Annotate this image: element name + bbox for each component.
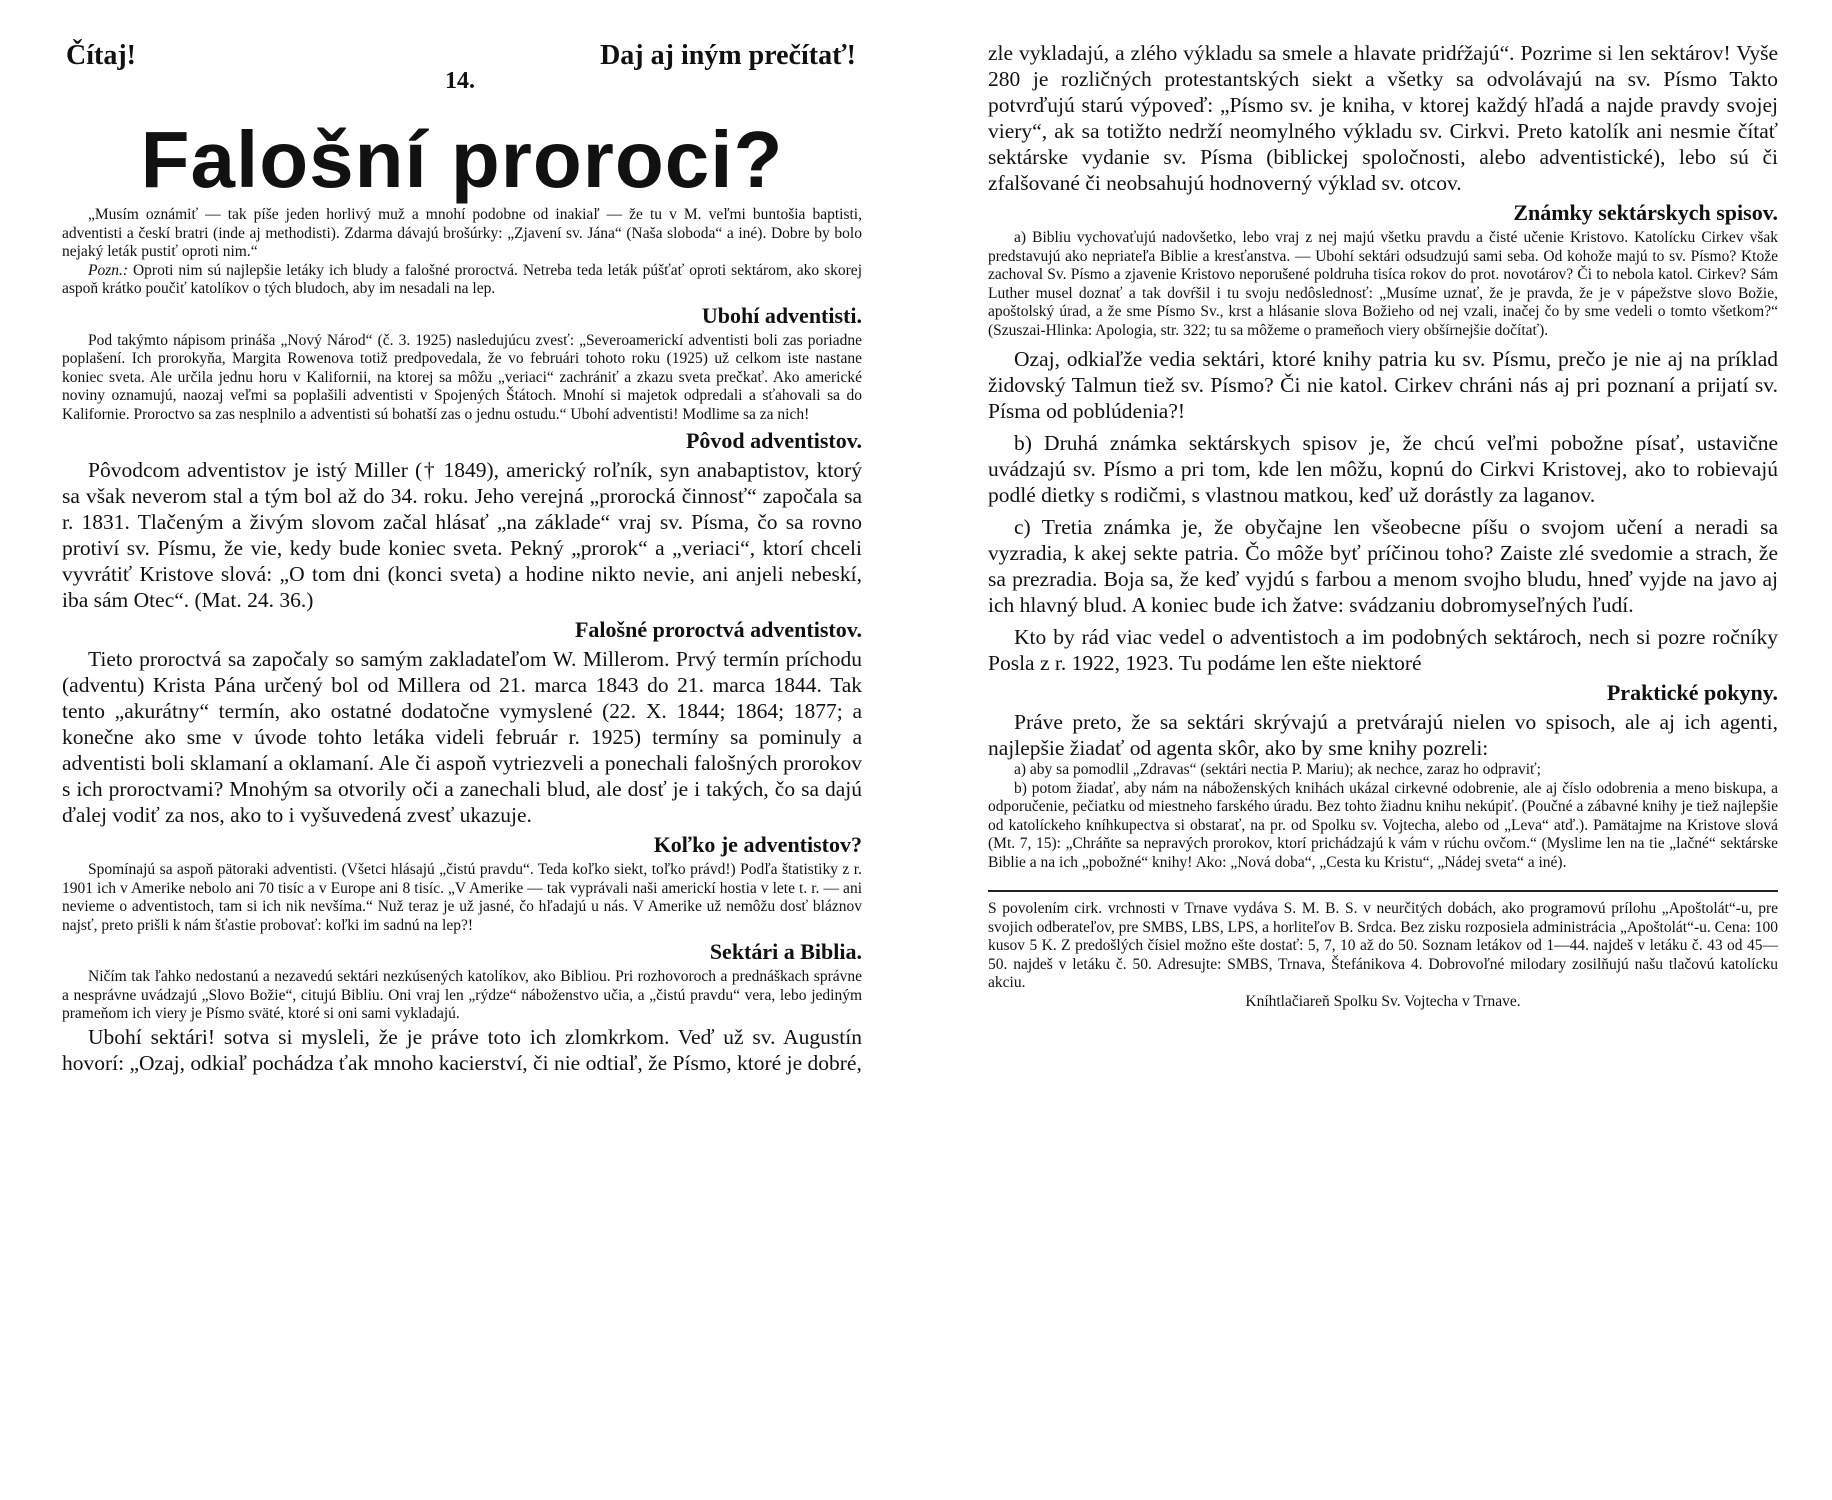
header-right-text: Daj aj iným prečítať! (600, 40, 856, 71)
prakticke-paragraph: Práve preto, že sa sektári skrývajú a pretvárajú nielen vo spisoch, ale aj ich agenti, najlepšie žiadať od agenta skôr, ako by sme knihy pozreli: (988, 710, 1778, 760)
imprint-footer (988, 890, 1778, 1011)
sektari-paragraph: Ničím tak ľahko nedostanú a nezavedú sektári nezkúsených katolíkov, ako Bibliou. Pri rozhovoroch a prednáškach správne a nesprávne uvádzajú „Slovo Božie“, citujú Bibliu. Oni vraj len „rýdze“ náboženstvo učia, a „čistú pravdu“ vera, lebo jediným prameňom ich viery je Písmo sväté, ktoré si oni sami vykladajú. (62, 968, 862, 1022)
page-title: Falošní proroci? (140, 115, 784, 204)
kto-paragraph: Kto by rád viac vedel o adventistoch a im podobných sektároch, nech si pozre ročníky Posla z r. 1922, 1923. Tu podáme len ešte niektoré (988, 625, 1778, 675)
kolko-paragraph: Spomínajú sa aspoň pätoraki adventisti. (Všetci hlásajú „čistú pravdu“. Teda koľko siekt, toľko právd!) Podľa štatistiky z r. 1901 ich v Amerike nebolo ani 70 tisíc a v Europe ani 8 tisíc. „V Amerike — tak vyprávali naši americkí hostia v lete t. r. — ani nevieme o adventistoch, tam si ich nik nevšíma.“ Nuž teraz je už jasné, čo hľadajú u nás. V Amerike už nemôžu dosť bláznov najsť, preto prišli k nám šťastie probovať: koľki im sadnú na lep?! (62, 861, 862, 934)
note-label: Pozn.: (88, 261, 129, 279)
header-left-text: Čítaj! (66, 40, 136, 71)
povod-paragraph: Pôvodcom adventistov je istý Miller († 1849), americký roľník, syn anabaptistov, ktorý sa však neverom stal a tým bol až do 34. roku. Jeho verejná „prorocká činnosť“ započala sa r. 1831. Tlačeným a živým slovom začal hlásať „na základe“ vraj sv. Písma, čo sa rovno protiví sv. Písmu, že vie, kedy bude koniec sveta. Pekný „prorok“ a „veriaci“, ktorí chceli vyvrátiť Kristove slová: „O tom dni (konci sveta) a hodine nikto nevie, ani anjeli nebeskí, iba sám Otec“. (Mat. 24. 36.) (62, 458, 862, 612)
note-text: Oproti nim sú najlepšie letáky ich bludy a falošné proroctvá. Netreba teda leták púšťať oproti sektárom, ako skorej aspoň krátko poučiť katolíkov o tých bludoch, aby im nesadali na lep. (62, 261, 862, 297)
issue-number: 14. (445, 68, 475, 94)
heading-povod-adventistov: Pôvod adventistov. (685, 428, 862, 453)
printer-line: Kníhtlačiareň Spolku Sv. Vojtecha v Trnave. (1245, 992, 1521, 1010)
heading-znamky: Známky sektárskych spisov. (1513, 200, 1778, 225)
pokyn-a-paragraph: a) aby sa pomodlil „Zdravas“ (sektári nectia P. Mariu); ak nechce, zaraz ho odpraviť; (1014, 761, 1541, 778)
heading-falosne-proroctva: Falošné proroctvá adventistov. (574, 617, 862, 642)
left-column (62, 40, 862, 1076)
continuation-paragraph: zle vykladajú, a zlého výkladu sa smele a hlavate pridŕžajú“. Pozrime si len sektárov! Vyše 280 je rozličných protestantských siekt a všetky sa odvolávajú na sv. Písmo Takto potvrďujú starú výpoveď: „Písmo sv. je kniha, v ktorej každý hľadá a najde pravdy svojej viery“, ak sa totižto nedrží neomylného výkladu sv. Cirkvi. Preto katolík ani nesmie čítať sektárske vydanie sv. Písma (biblickej spoločnosti, alebo adventistické), lebo sú či zfalšované či neobsahujú hodnoverný výklad sv. otcov. (988, 41, 1778, 195)
pokyn-b-paragraph: b) potom žiadať, aby nám na náboženských knihách ukázal cirkevné odobrenie, ale aj číslo odobrenia a meno biskupa, a odporučenie, pečiatku od miestneho farského úradu. Bez tohto žiadnu knihu nekúpiť. (Poučné a zábavné knihy je tiež najlepšie od katolíckeho kníhkupectva si obstarať, na pr. od Spolku sv. Vojtecha, alebo od „Leva“ atď.). Pamätajme na Kristove slová (Mt. 7, 15): „Chráňte sa nepravých prorokov, ktorí prichádzajú k vám v rúchu ovčom.“ (Myslime len na tie „lačné“ sektárske Biblie a na ich „pobožné“ knihy! Ako: „Nová doba“, „Cesta ku Kristu“, „Nádej sveta“ a iné). (988, 779, 1778, 871)
ubohi-paragraph: Pod takýmto nápisom prináša „Nový Národ“ (č. 3. 1925) nasledujúcu zvesť: „Severoamerickí adventisti boli zas poriadne poplašení. Ich prorokyňa, Margita Rowenova totiž predpovedala, že vo februári tohoto roku (1925) už celkom iste nastane koniec sveta. Ale určila jednu horu v Kalifornii, na ktorej sa môžu „veriaci“ zachrániť a zkazu sveta prečkať. Ako americké noviny oznamujú, naozaj veľmi sa poplašili adventisti v Spojených Štátoch. Mnohí si majetok odpredali a sťahovali sa do Kalifornie. Proroctvo sa zas nesplnilo a adventisti sú bohatší zas o jednu ostudu.“ Ubohí adventisti! Modlime sa za nich! (62, 331, 862, 423)
heading-sektari-a-biblia: Sektári a Biblia. (709, 939, 862, 964)
page-header (62, 40, 862, 126)
note-paragraph (62, 262, 862, 299)
heading-ubohi-adventisti: Ubohí adventisti. (701, 302, 862, 328)
right-column (988, 40, 1778, 1011)
closing-paragraph: Ubohí sektári! sotva si mysleli, že je práve toto ich zlomkrkom. Veď už sv. Augustín hovorí: „Ozaj, odkiaľ pochádza ťak mnoho kacierství, či nie odtiaľ, že Písmo, ktoré je dobré, (62, 1024, 862, 1075)
imprint-text: S povolením cirk. vrchnosti v Trnave vydáva S. M. B. S. v neurčitých dobách, ako programovú prílohu „Apoštolát“-u, pre svojich odberateľov, pre SMBS, LBS, LPS, a horliteľov B. Srdca. Bez zisku rozposiela administrácia „Apoštolát“-u. Cena: 100 kusov 5 K. Z predošlých čísiel možno ešte dostať: 5, 7, 10 až do 50. Soznam letákov od 1—44. najdeš v letáku č. 43 od 45—50. najdeš v letáku č. 50. Adresujte: SMBS, Trnava, Štefánikova 4. Dobrovoľné milodary zosilňujú našu tlačovú katolícku akciu. (988, 900, 1778, 991)
znamka-c-paragraph: c) Tretia známka je, že obyčajne len všeobecne píšu o svojom učení a neradi sa vyzradia, k akej sekte patria. Čo môže byť príčinou toho? Zaiste zlé svedomie a strach, že sa prezradia. Boja sa, že keď vyjdú s farbou a menom svojho bludu, hneď vyjde na javo aj ich hlavný blud. A koniec bude ich žatve: svádzaniu dobromyseľných ľudí. (988, 515, 1778, 617)
intro-paragraph: „Musím oznámiť — tak píše jeden horlivý muž a mnohí podobne od inakiaľ — že tu v M. veľmi buntošia baptisti, adventisti a českí bratri (inde aj methodisti). Zdarma dávajú brošúrky: „Zjavení sv. Jána“ (Naša sloboda“ a iné). Dobre by bolo nejaký leták pustiť oproti nim.“ (62, 206, 862, 260)
heading-prakticke-pokyny: Praktické pokyny. (1606, 680, 1778, 705)
ozaj-paragraph: Ozaj, odkiaľže vedia sektári, ktoré knihy patria ku sv. Písmu, prečo je nie aj na príklad židovský Talmun tiež sv. Písmo? Či nie katol. Cirkev chráni nás aj pri poznaní a prijatí sv. Písma od poblúdenia?! (988, 347, 1778, 423)
znamka-a-paragraph: a) Bibliu vychovaťujú nadovšetko, lebo vraj z nej majú všetku pravdu a čisté učenie Kristovo. Katolícku Cirkev však predstavujú ako nepriateľa Biblie a kresťanstva. — Ubohí sektári odsudzujú sami seba. Od kohože majú to sv. Písmo? Ktože zachoval Sv. Písmo a zjavenie Kristovo neporušené poldruha tisíca rokov do prot. novotárov? Či to nebola katol. Cirkev? Sám Luther musel doznať a tak dovŕšil i tu svoju nedôslednosť: „Musíme uznať, že je pravda, že je v pápežstve slovo Božie, apoštolský úrad, a že sme Písmo Sv., krst a hlásanie slova Božieho od nej vzali, inačej čo by sme vedeli o tomto všetkom?“ (Szuszai-Hlinka: Apologia, str. 322; tu sa môžeme o prameňoch viery obšírnejšie dočítať). (988, 229, 1778, 339)
heading-kolko-adventistov: Koľko je adventistov? (653, 832, 862, 857)
znamka-b-paragraph: b) Druhá známka sektárskych spisov je, že chcú veľmi pobožne písať, ustavične uvádzajú sv. Písmo a pri tom, kde len môžu, kopnú do Cirkvi Kristovej, ako to robievajú podlé dietky s rodičmi, s vlastnou matkou, keď už dorástly za laganov. (988, 431, 1778, 507)
falosne-paragraph: Tieto proroctvá sa započaly so samým zakladateľom W. Millerom. Prvý termín príchodu (adventu) Krista Pána určený bol od Millera od 21. marca 1843 do 21. marca 1844. Tak tento „akurátny“ termín, ako ostatné dodatočne vymyslené (22. X. 1844; 1864; 1877; a konečne ako sme v úvode tohto letáka videli február r. 1925) termíny sa pominuly a adventisti boli sklamaní a oklamaní. Ale či aspoň vytriezveli a ponechali falošných prorokov s ich proroctvami? Mnohým sa otvorily oči a zanechali blud, ale dosť je i takých, čo sa dajú ďalej vodiť za nos, ako to i vyšuvedená zvesť ukazuje. (62, 647, 862, 827)
